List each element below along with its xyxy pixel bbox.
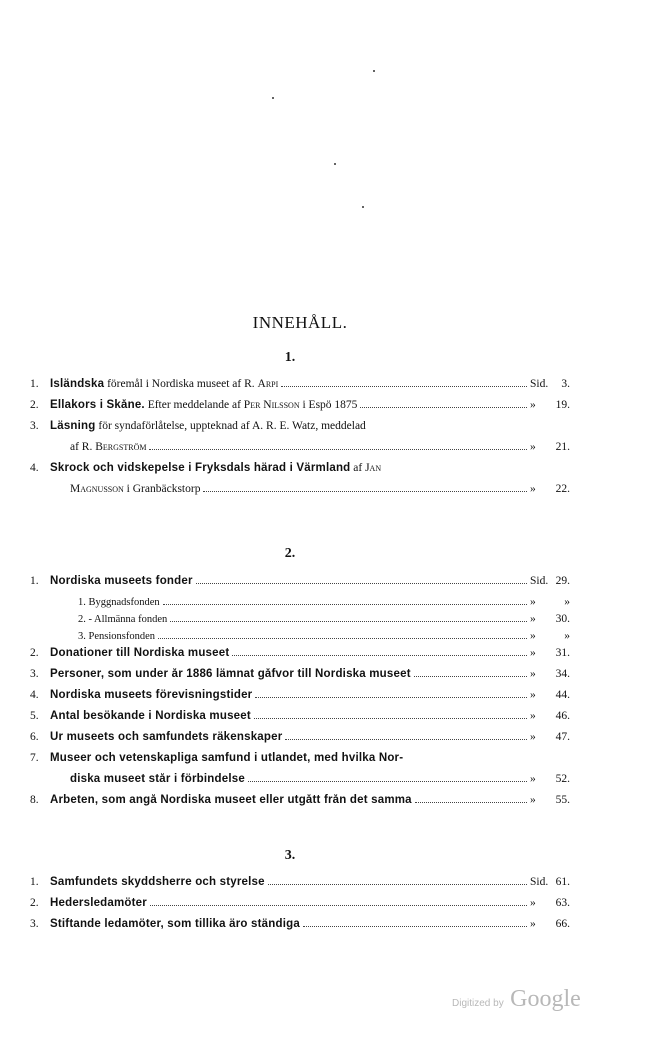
toc-entry — [30, 918, 570, 939]
entry-bold: Antal besökande i Nordiska museet — [50, 710, 251, 722]
speck — [373, 70, 375, 72]
section-heading: 3. — [284, 848, 296, 863]
entry-text — [50, 897, 530, 909]
page-number: 52. — [555, 773, 570, 785]
page-number: 47. — [555, 731, 570, 743]
dot-leader — [163, 604, 527, 605]
page-ref — [530, 876, 570, 888]
toc-section-1 — [30, 378, 570, 504]
entry-number: 3. — [30, 918, 39, 930]
entry-text — [50, 647, 530, 659]
section-heading: 1. — [284, 350, 296, 365]
page-ref-label: Sid. — [530, 378, 549, 390]
page-number: 22. — [555, 483, 570, 495]
toc-entry — [30, 647, 570, 668]
toc-entry — [30, 378, 570, 399]
toc-entry-continuation — [30, 773, 570, 794]
entry-bold: Arbeten, som angå Nordiska museet eller utgått från det samma — [50, 794, 412, 806]
entry-author: Magnusson — [70, 483, 124, 495]
entry-text — [50, 668, 530, 680]
page-number: 29. — [555, 575, 570, 587]
entry-plain: i Granbäckstorp — [123, 483, 201, 495]
page-ref — [530, 575, 570, 587]
entry-text — [50, 794, 530, 806]
entry-title — [50, 462, 381, 474]
page-number: 3. — [561, 378, 570, 390]
entry-text — [50, 462, 530, 474]
entry-title — [50, 378, 278, 390]
entry-bold: Donationer till Nordiska museet — [50, 647, 230, 659]
toc-entry — [30, 399, 570, 420]
page-ref — [530, 794, 570, 806]
entry-bold: Museer och vetenskapliga samfund i utlandet, med hvilka Nor- — [50, 752, 404, 764]
dot-leader — [196, 583, 527, 584]
page-ref-label: » — [530, 613, 536, 625]
entry-title — [50, 399, 357, 411]
page-ref — [530, 441, 570, 453]
page-ref — [530, 731, 570, 743]
entry-number: 3. — [30, 668, 39, 680]
page-ref-label: » — [530, 773, 536, 785]
page-ref-label: » — [530, 630, 536, 642]
toc-entry — [30, 897, 570, 918]
entry-text — [50, 876, 530, 888]
toc-entry — [30, 420, 570, 441]
entry-number: 1. — [30, 876, 39, 888]
page-ref — [530, 630, 570, 642]
sub-entry: 3. Pensionsfonden — [78, 631, 155, 642]
toc-entry — [30, 596, 570, 613]
entry-plain: för syndaförlåtelse, uppteknad af A. R. E. Watz, meddelad — [95, 420, 366, 432]
dot-leader — [360, 407, 527, 408]
toc-entry — [30, 731, 570, 752]
entry-title — [50, 752, 403, 764]
toc-entry — [30, 630, 570, 647]
page-ref-label: » — [530, 918, 536, 930]
page-ref — [530, 897, 570, 909]
footer-small: Digitized by — [452, 998, 504, 1009]
entry-bold: Isländska — [50, 378, 105, 390]
entry-number: 6. — [30, 731, 39, 743]
entry-author: Arpi — [257, 378, 279, 390]
toc-section-3 — [30, 876, 570, 939]
page-number: 34. — [555, 668, 570, 680]
toc-section-2 — [30, 575, 570, 815]
entry-text — [50, 399, 530, 411]
page-ref-label: » — [530, 710, 536, 722]
page-title: INNEHÅLL. — [252, 313, 348, 332]
page-number: 61. — [555, 876, 570, 888]
entry-bold: Nordiska museets förevisningstider — [50, 689, 253, 701]
page-number: 46. — [555, 710, 570, 722]
dot-leader — [203, 491, 527, 492]
entry-number: 8. — [30, 794, 39, 806]
dot-leader — [170, 621, 527, 622]
page-ref — [530, 668, 570, 680]
page-ref — [530, 689, 570, 701]
page-ref — [530, 918, 570, 930]
dot-leader — [254, 718, 527, 719]
toc-entry-continuation — [30, 441, 570, 462]
entry-number: 1. — [30, 575, 39, 587]
entry-title — [50, 731, 282, 743]
page-number: 63. — [555, 897, 570, 909]
entry-plain: föremål i Nordiska museet af R. — [104, 378, 258, 390]
entry-title-cont — [50, 483, 200, 495]
entry-title — [50, 794, 412, 806]
page-number: 21. — [555, 441, 570, 453]
dot-leader — [414, 676, 527, 677]
page-ref — [530, 399, 570, 411]
entry-title — [50, 689, 252, 701]
footer-big: Google — [510, 986, 581, 1012]
dot-leader — [281, 386, 527, 387]
page-ref-label: » — [530, 794, 536, 806]
entry-title — [50, 614, 167, 625]
entry-author: Bergström — [95, 441, 147, 453]
page-number: 19. — [555, 399, 570, 411]
page-number: 55. — [555, 794, 570, 806]
dot-leader — [268, 884, 527, 885]
page-number: » — [564, 630, 570, 642]
page-ref — [530, 483, 570, 495]
entry-text — [50, 710, 530, 722]
entry-bold: Personer, som under år 1886 lämnat gåfvor till Nordiska museet — [50, 668, 411, 680]
entry-title — [50, 876, 265, 888]
entry-text — [50, 575, 530, 587]
dot-leader — [248, 781, 527, 782]
toc-entry — [30, 710, 570, 731]
dot-leader — [303, 926, 527, 927]
toc-entry-continuation — [30, 483, 570, 504]
entry-bold: Ellakors i Skåne. — [50, 399, 145, 411]
entry-text — [50, 918, 530, 930]
entry-title — [50, 631, 155, 642]
entry-plain: Efter meddelande af — [144, 399, 244, 411]
dot-leader — [232, 655, 527, 656]
entry-text — [50, 752, 530, 764]
entry-number: 2. — [30, 897, 39, 909]
dot-leader — [150, 905, 527, 906]
entry-number: 5. — [30, 710, 39, 722]
entry-bold: Läsning — [50, 420, 96, 432]
page-number: 66. — [555, 918, 570, 930]
page-number: » — [564, 596, 570, 608]
sub-entry: 2. - Allmänna fonden — [78, 614, 168, 625]
dot-leader — [255, 697, 527, 698]
entry-text — [50, 731, 530, 743]
page-number: 30. — [555, 613, 570, 625]
entry-text — [50, 773, 530, 785]
speck — [362, 206, 364, 208]
entry-title — [50, 575, 193, 587]
page-number: 31. — [555, 647, 570, 659]
entry-title — [50, 420, 366, 432]
page-ref — [530, 710, 570, 722]
dot-leader — [285, 739, 527, 740]
entry-cont: diska museet står i förbindelse — [70, 773, 245, 785]
entry-text — [50, 441, 530, 453]
entry-bold: Nordiska museets fonder — [50, 575, 193, 587]
toc-entry — [30, 752, 570, 773]
page-ref-label: » — [530, 399, 536, 411]
page-ref — [530, 613, 570, 625]
entry-bold: Samfundets skyddsherre och styrelse — [50, 876, 265, 888]
entry-bold: Skrock och vidskepelse i Fryksdals härad i Värmland — [50, 462, 351, 474]
entry-number: 3. — [30, 420, 39, 432]
entry-title — [50, 710, 251, 722]
toc-entry — [30, 668, 570, 689]
sub-entry: 1. Byggnadsfonden — [78, 597, 160, 608]
page-ref-label: » — [530, 483, 536, 495]
page-ref-label: » — [530, 897, 536, 909]
entry-text — [50, 378, 530, 390]
entry-number: 4. — [30, 462, 39, 474]
toc-entry — [30, 613, 570, 630]
page-ref-label: » — [530, 668, 536, 680]
page-ref-label: » — [530, 647, 536, 659]
page-ref — [530, 596, 570, 608]
entry-number: 2. — [30, 399, 39, 411]
toc-entry — [30, 462, 570, 483]
toc-entry — [30, 876, 570, 897]
entry-number: 7. — [30, 752, 39, 764]
section-heading: 2. — [284, 546, 296, 561]
entry-plain: i Espö 1875 — [299, 399, 358, 411]
dot-leader — [415, 802, 527, 803]
entry-author: Per Nilsson — [243, 399, 300, 411]
page-ref-label: » — [530, 441, 536, 453]
dot-leader — [149, 449, 527, 450]
page-ref-label: » — [530, 689, 536, 701]
entry-plain: af — [350, 462, 366, 474]
entry-text — [50, 420, 530, 432]
entry-title-cont — [50, 441, 146, 453]
speck — [272, 97, 274, 99]
entry-cont: af R. — [70, 441, 96, 453]
entry-text — [50, 483, 530, 495]
entry-bold: Stiftande ledamöter, som tillika äro ständiga — [50, 918, 300, 930]
page-ref-label: Sid. — [530, 876, 549, 888]
page-ref — [530, 647, 570, 659]
entry-text — [50, 614, 530, 625]
page-ref — [530, 773, 570, 785]
dot-leader — [158, 638, 527, 639]
entry-number: 4. — [30, 689, 39, 701]
entry-bold: Ur museets och samfundets räkenskaper — [50, 731, 283, 743]
entry-title — [50, 668, 411, 680]
digitized-by-google-logo — [452, 986, 581, 1013]
page-ref-label: » — [530, 596, 536, 608]
toc-entry — [30, 575, 570, 596]
entry-number: 1. — [30, 378, 39, 390]
page-number: 44. — [555, 689, 570, 701]
entry-number: 2. — [30, 647, 39, 659]
entry-title — [50, 918, 300, 930]
page-ref — [530, 378, 570, 390]
entry-title — [50, 597, 160, 608]
entry-text — [50, 631, 530, 642]
entry-bold: Hedersledamöter — [50, 897, 147, 909]
entry-title-cont — [50, 773, 245, 785]
entry-text — [50, 597, 530, 608]
entry-text — [50, 689, 530, 701]
entry-author: Jan — [365, 462, 382, 474]
entry-title — [50, 647, 229, 659]
page-ref-label: Sid. — [530, 575, 549, 587]
page-ref-label: » — [530, 731, 536, 743]
entry-title — [50, 897, 147, 909]
speck — [334, 163, 336, 165]
toc-entry — [30, 689, 570, 710]
toc-entry — [30, 794, 570, 815]
